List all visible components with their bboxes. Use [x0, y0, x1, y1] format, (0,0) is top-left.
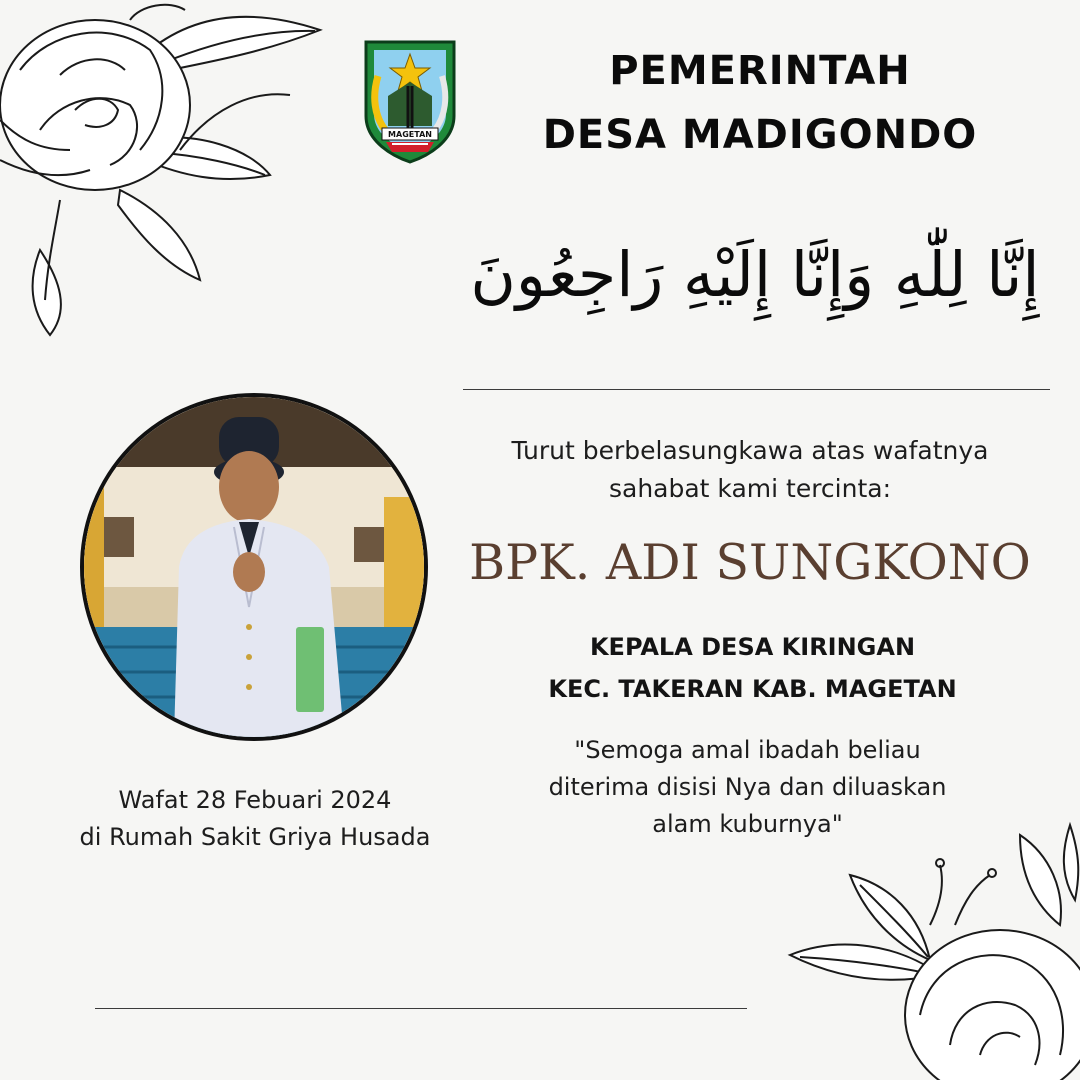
portrait-illustration: [84, 397, 424, 737]
position-line2: KEC. TAKERAN KAB. MAGETAN: [548, 675, 957, 703]
death-date: Wafat 28 Febuari 2024: [118, 786, 392, 814]
flower-icon: [790, 825, 1080, 1080]
death-info: [60, 782, 450, 856]
deceased-portrait-photo: [80, 393, 428, 741]
deceased-position: [470, 626, 1035, 710]
government-title-line1: PEMERINTAH: [609, 48, 911, 94]
prayer-line2: diterima disisi Nya dan diluaskan: [548, 773, 947, 801]
government-title-line2: DESA MADIGONDO: [542, 112, 978, 158]
emblem-label: MAGETAN: [388, 130, 432, 139]
madigondo-emblem-logo: [358, 36, 462, 164]
flower-icon: [0, 5, 320, 335]
deceased-name: BPK. ADI SUNGKONO: [469, 534, 1031, 591]
floral-decoration-bottom-right: [780, 815, 1080, 1080]
condolence-line1: Turut berbelasungkawa atas wafatnya: [511, 436, 989, 465]
divider-bottom: [95, 1008, 747, 1009]
floral-decoration-top-left: [0, 0, 330, 340]
prayer-line3: alam kuburnya": [652, 810, 843, 838]
death-place: di Rumah Sakit Griya Husada: [79, 823, 431, 851]
prayer-quote: [470, 732, 1025, 843]
position-line1: KEPALA DESA KIRINGAN: [589, 633, 916, 661]
condolence-text: [470, 432, 1030, 508]
divider-top: [463, 389, 1050, 390]
prayer-line1: "Semoga amal ibadah beliau: [574, 736, 921, 764]
condolence-line2: sahabat kami tercinta:: [608, 474, 892, 503]
arabic-calligraphy-inna-lillahi: إِنَّا لِلّٰهِ وَإِنَّا إِلَيْهِ رَاجِعُونَ: [470, 238, 1040, 311]
